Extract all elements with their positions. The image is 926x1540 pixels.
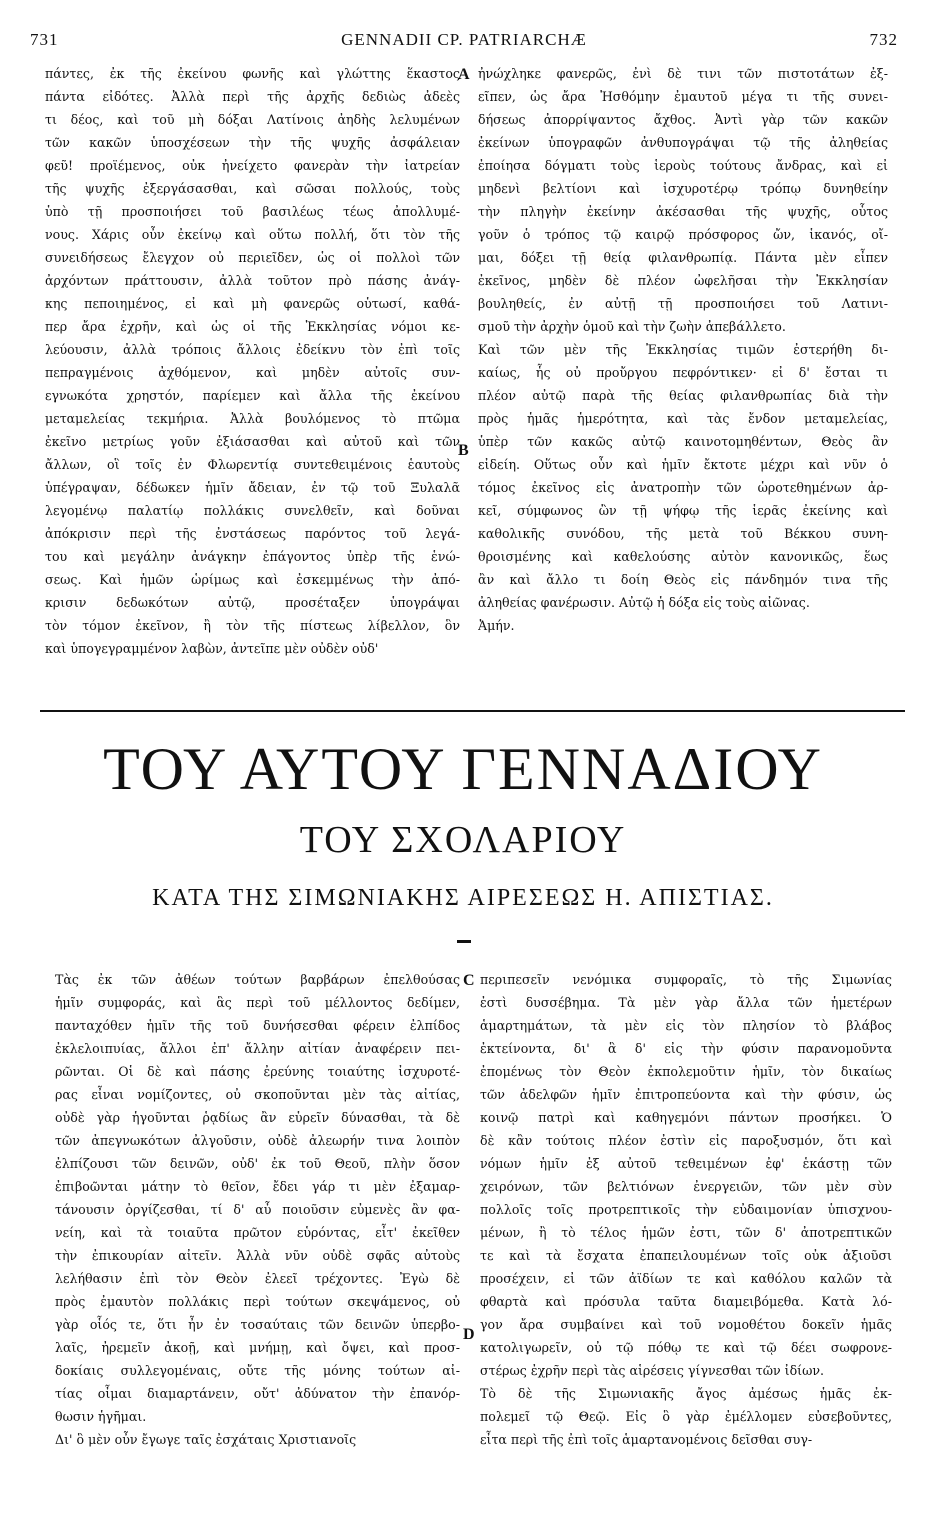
text-line: εἶτα περὶ τῆς ἐπὶ τοῖς ἁμαρτανομένοις δεῖσθαι συγ- xyxy=(480,1432,813,1447)
text-line: λεύουσιν, ἀλλὰ τρόποις ἄλλοις ἐδείκνυ τὸν ἐπὶ τοῖς xyxy=(45,342,460,357)
text-line: ἐκτείνοντα, δι' ἃ δ' εἰς τὴν φύσιν παρανομοῦντα xyxy=(480,1041,892,1056)
text-line: μένων, ἢ τὸ τέλος ἡμῶν ἐστι, τῶν δ' ἀποτρεπτικῶν xyxy=(480,1225,892,1240)
text-line: μαι, δόξει τῇ θείᾳ φιλανθρωπίᾳ. Πάντα μὲν εἶπεν xyxy=(478,250,888,265)
text-line: ἄλλων, οἳ τοῖς ἐν Φλωρεντίᾳ συντεθειμένοις ἑαυτοὺς xyxy=(45,457,460,472)
page-header xyxy=(30,30,898,54)
text-line: Ἀμήν. xyxy=(478,618,515,633)
text-line: εγνωκότα χρηστόν, παρίεμεν καὶ ἄλλα τῆς ἐκείνου xyxy=(45,388,460,403)
text-line: καθολικῆς συνόδου, τῆς μετὰ τοῦ Βέκκου συνη- xyxy=(478,526,888,541)
text-line: τε καὶ τὰ ἔσχατα ἐπαπειλουμένων τοῖς οὐκ ἀξιοῦσι xyxy=(480,1248,892,1263)
text-line: περ ἄρα ἐχρῆν, καὶ ὡς οἱ τῆς Ἐκκλησίας νόμοι κε- xyxy=(45,319,460,334)
text-line: πρὸς ἡμᾶς ἡμερότητα, καὶ τὰς ἔνδον μεταμελείας, xyxy=(478,411,888,426)
text-line: γον ἄρα συμβαίνει καὶ τοῦ νομοθέτου δοκεῖν ἡμᾶς xyxy=(480,1317,892,1332)
text-line: τίας οἶμαι διαμαρτάνειν, οὔτ' ἀδύνατον τὴν ἐπανόρ- xyxy=(55,1386,460,1401)
text-line: κατολιγωρεῖν, οὐ τῷ πόθῳ τε καὶ τῷ δέει σωφρονε- xyxy=(480,1340,892,1355)
section-marker-b: B xyxy=(458,442,469,459)
section-marker-d: D xyxy=(463,1326,475,1343)
text-line: φθαρτὰ καὶ πρόσυλα ταῦτα διαμειβόμεθα. Κατὰ λό- xyxy=(480,1294,892,1309)
section-divider xyxy=(40,710,905,712)
text-line: τῆς ψυχῆς ἐξεργάσασθαι, καὶ σῶσαι πολλούς, τοὺς xyxy=(45,181,460,196)
text-line: συνειδήσεως ἔλεγχον οὐ περιεῖδεν, ὡς οἱ πολλοὶ τῶν xyxy=(45,250,460,265)
text-line: νους. Χάρις οὖν ἐκείνῳ καὶ οὕτω πολλή, ὅτι τὸν τῆς xyxy=(45,227,460,242)
text-line: ἐστὶ δυσσέβημα. Τὰ μὲν γὰρ ἄλλα τῶν ἡμετέρων xyxy=(480,995,892,1010)
text-line: τῶν ἀδελφῶν ἡμῖν ἐπιτροπεύοντα καὶ τὴν φύσιν, ὡς xyxy=(480,1087,892,1102)
text-line: δὲ κἂν τούτοις πλέον ἐστὶν εἰς παροξυσμόν, ὅτι καὶ xyxy=(480,1133,892,1148)
text-line: φεῦ! προϊέμενος, οὐκ ἠνείχετο φανερὰν τὴν ἰατρείαν xyxy=(45,158,460,173)
text-line: πλέον αὐτῷ παρὰ τῆς θείας φιλανθρωπίας διὰ τὴν xyxy=(478,388,888,403)
text-line: καὶ ὑπογεγραμμένον λαβὼν, ἀντεῖπε μὲν οὐδὲν οὐδ' xyxy=(45,641,379,656)
text-line: τι δέος, καὶ τοῦ μὴ δόξαι Λατίνοις ἀηδὴς λελυμένων xyxy=(45,112,460,127)
text-line: κοινῷ πατρὶ καὶ καθηγεμόνι πάντων προσήκει. Ὁ xyxy=(480,1110,892,1125)
text-line: περιπεσεῖν νενόμικα συμφοραῖς, τὸ τῆς Σιμωνίας xyxy=(480,972,892,987)
text-line: τὴν πληγὴν ἐκείνην ἀκέσασθαι τῆς ψυχῆς, οὗτος xyxy=(478,204,888,219)
text-line: μηδενὶ βελτίονι καὶ ἰσχυροτέρῳ τρόπῳ δυνηθείην xyxy=(478,181,888,196)
text-line: ἀληθείας φανέρωσιν. Αὐτῷ ἡ δόξα εἰς τοὺς αἰῶνας. xyxy=(478,595,810,610)
text-line: ἐκεῖνο μετρίως γοῦν ἐξιάσασθαι καὶ αὐτοῦ καὶ τῶν xyxy=(45,434,460,449)
text-line: πολεμεῖ τῷ Θεῷ. Εἰς ὃ γὰρ ἐμέλλομεν εὐσεβοῦντες, xyxy=(480,1409,892,1424)
text-line: του καὶ μεγάλην ἀνάγκην ἐπάγοντος ὑπὲρ τῆς ἑνώ- xyxy=(45,549,460,564)
text-line: ἠνώχληκε φανερῶς, ἐνὶ δὲ τινι τῶν πιστοτάτων ἐξ- xyxy=(478,66,888,81)
text-line: τάνουσιν ὀργίζεσθαι, τί δ' αὖ ποιοῦσιν εὐμενὲς ἂν φα- xyxy=(55,1202,460,1217)
page-number-left: 731 xyxy=(30,30,59,49)
text-line: γοῦν ὁ τρόπος τῷ καιρῷ πρόσφορος ὤν, ἱκανός, οἴ- xyxy=(478,227,888,242)
text-line: λαῖς, ἠρεμεῖν ἀκοῇ, καὶ μνήμῃ, καὶ ὄψει, καὶ προσ- xyxy=(55,1340,460,1355)
text-line: πολλοῖς τοῖς προτρεπτικοῖς τὴν εὐδαιμονίαν ὑπισχνου- xyxy=(480,1202,892,1217)
text-line: δοκίαις συλλεγομέναις, οὔτε τῆς μόνης τούτων αἰ- xyxy=(55,1363,460,1378)
text-line: τῶν ἀπεγνωκότων ἀλγοῦσιν, οὐδὲ ἀλεωρήν τινα λοιπὸν xyxy=(55,1133,460,1148)
text-line: στέρως ἐχρῆν περὶ τὰς αἱρέσεις γίγνεσθαι τῶν ἰδίων. xyxy=(480,1363,825,1378)
text-line: ἐπομένως τὸν Θεὸν ἐκπολεμοῦτιν ἡμῖν, τὸν δικαίως xyxy=(480,1064,892,1079)
text-line: ἁμαρτημάτων, τὰ μὲν εἰς τὸν πλησίον τὸ βλάβος xyxy=(480,1018,892,1033)
top-left-column xyxy=(45,62,460,660)
text-line: ἂν καὶ ἄλλο τι δοίη Θεὸς εἰς πάνδημόν τινα τῆς xyxy=(478,572,888,587)
text-line: ἐλπίζουσι τῶν δεινῶν, οὐδ' ἐκ τοῦ Θεοῦ, πλὴν ὅσον xyxy=(55,1156,460,1171)
text-line: πεπραγμένοις ἀχθόμενον, καὶ μηδὲν αὐτοῖς συν- xyxy=(45,365,460,380)
text-line: ὑπὸ τῇ προσποιήσει τοῦ βασιλέως τέως ἀπολλυμέ- xyxy=(45,204,460,219)
subtitle: ΤΟΥ ΣΧΟΛΑΡΙΟΥ xyxy=(299,819,627,861)
text-line: θροισμένης καὶ καθελούσης αὐτὸν κανονικῶς, ἕως xyxy=(478,549,888,564)
page-number-right: 732 xyxy=(869,30,898,49)
text-line: νείη, καὶ τὰ τοιαῦτα πρῶτον εὑρόντας, εἶτ' ἐκεῖθεν xyxy=(55,1225,460,1240)
text-line: ὑπέγραψαν, δέδωκεν ἡμῖν ἄδειαν, ἐν τῷ τοῦ Ξυλαλᾶ xyxy=(45,480,460,495)
text-line: πανταχόθεν ἡμῖν τῆς τοῦ δυνήσεσθαι φέρειν ἐλπίδος xyxy=(55,1018,460,1033)
text-line: κρισιν δεδωκότων αὐτῷ, προσέταξεν ὑπογράψαι xyxy=(45,595,460,610)
text-line: ἀπόκρισιν περὶ τῆς ἐνστάσεως παρόντος τοῦ λεγά- xyxy=(45,526,460,541)
text-line: Δι' ὃ μὲν οὖν ἔγωγε ταῖς ἐσχάταις Χριστιανοῖς xyxy=(55,1432,357,1447)
text-line: πρὸς ἐμαυτὸν πολλάκις περὶ τούτων σκεψάμενος, οὐ xyxy=(55,1294,460,1309)
top-right-column xyxy=(478,62,888,637)
section-marker-c: C xyxy=(463,972,475,989)
text-line: πάντα εἰδότες. Ἀλλὰ περὶ τῆς ἀρχῆς δεδιὼς ἀδεὲς xyxy=(45,89,460,104)
text-line: λεγομένῳ παλατίῳ πολλάκις συνελθεῖν, καὶ δοῦναι xyxy=(45,503,460,518)
text-line: ὑπὲρ τῶν κακῶς αὐτῷ καινοτομηθέντων, Θεὸς ἂν xyxy=(478,434,888,449)
text-line: δήσεως ἀπορρίψαντος ἄχθος. Ἀντὶ γὰρ τῶν κακῶν xyxy=(478,112,888,127)
text-line: ἐποίησα δόγματι τοὺς ἱεροὺς τούτους ἄνδρας, καὶ εἰ xyxy=(478,158,888,173)
text-line: τῶν κακῶν ὑποσχέσεων τὴν τῆς ψυχῆς ἀσφάλειαν xyxy=(45,135,460,150)
bottom-left-column xyxy=(55,968,460,1451)
section-marker-a: A xyxy=(458,66,470,83)
text-line: ἐπιβοῶνται μάτην τὸ θεῖον, ἔδει γάρ τι μὲν ἐξαμαρ- xyxy=(55,1179,460,1194)
text-line: σμοῦ τὴν ἀρχὴν ὁμοῦ καὶ τὴν ζωὴν ἀπεβάλλετο. xyxy=(478,319,786,334)
text-line: ρας εἶναι νομίζοντες, οὐ σκοποῦνται μὲν τὰς αἰτίας, xyxy=(55,1087,460,1102)
text-line: θωσιν ἡγῆμαι. xyxy=(55,1409,147,1424)
text-line: προσέχειν, εἰ τῶν ἀϊδίων τε καὶ καθόλου καλῶν τὰ xyxy=(480,1271,892,1286)
text-line: Καὶ τῶν μὲν τῆς Ἐκκλησίας τιμῶν ἐστερήθη δι- xyxy=(478,342,888,357)
text-line: νόμων ἡμῖν ἐξ αὐτοῦ τεθειμένων ἐφ' ἑκάστῃ τῶν xyxy=(480,1156,892,1171)
text-line: εῖπεν, ὡς ἄρα Ἠσθόμην ἐμαυτοῦ μέγα τι τῆς συνει- xyxy=(478,89,888,104)
text-line: κεῖ, σύμφωνος ὢν τῇ ψήφῳ τῆς ἱερᾶς ἐκείνης καὶ xyxy=(478,503,888,518)
text-line: ἀρχόντων πράττουσιν, ἀλλὰ τοῦτον πρὸ πάσης ἀνάγ- xyxy=(45,273,460,288)
text-line: πάντες, ἐκ τῆς ἐκείνου φωνῆς καὶ γλώττης ἕκαστος xyxy=(45,66,460,81)
treatise-title: ΚΑΤΑ ΤΗΣ ΣΙΜΩΝΙΑΚΗΣ ΑΙΡΕΣΕΩΣ Η. ΑΠΙΣΤΙΑΣ. xyxy=(152,885,774,911)
text-line: τὴν ἐπικουρίαν αἰτεῖν. Ἀλλὰ νῦν οὐδὲ σφᾶς αὐτοὺς xyxy=(55,1248,460,1263)
title-dash xyxy=(457,940,471,943)
text-line: λελήθασιν ἐπὶ τὸν Θεὸν ἐλεεῖ τρέχοντες. Ἐγὼ δὲ xyxy=(55,1271,460,1286)
text-line: Τὰς ἐκ τῶν ἀθέων τούτων βαρβάρων ἐπελθούσας xyxy=(55,972,460,987)
text-line: εἰδείη. Οὕτως οὖν καὶ ἡμῖν ἔκτοτε μέχρι καὶ νῦν ὁ xyxy=(478,457,888,472)
text-line: γὰρ οἷός τε, ὅτι ἦν ἐν τοσαύταις τῶν δεινῶν ὑπερβο- xyxy=(55,1317,460,1332)
text-line: μεταμελείας τεκμήρια. Ἀλλὰ βουλόμενος τὸ πτῶμα xyxy=(45,411,460,426)
text-line: σεως. Καὶ ἡμῶν ὡρίμως καὶ ἐσκεμμένως τὴν ἀπό- xyxy=(45,572,460,587)
text-line: καίως, ἧς οὐ προὔργου πεφρόντικεν· εἰ δ' ἔσται τι xyxy=(478,365,888,380)
text-line: ἐκεῖνος, μηδὲν δὲ πλέον ὠφελῆσαι τὴν Ἐκκλησίαν xyxy=(478,273,888,288)
running-title: GENNADII CP. PATRIARCHÆ xyxy=(341,30,587,49)
text-line: τόμος ἐκεῖνος εἰς ἀνατροπὴν τῶν ὡροτεθημένων ἀρ- xyxy=(478,480,888,495)
text-line: οὐδὲ γὰρ ἡγοῦνται ῥᾳδίως ἂν εὑρεῖν δύνασθαι, τὰ δὲ xyxy=(55,1110,460,1125)
main-title: ΤΟΥ ΑΥΤΟΥ ΓΕΝΝΑΔΙΟΥ xyxy=(103,736,823,802)
bottom-right-column xyxy=(480,968,892,1451)
text-line: ἡμῖν συμφοράς, καὶ ἃς περὶ τοῦ μέλλοντος δεδίμεν, xyxy=(55,995,460,1010)
text-line: βουληθείς, ἐν αὐτῇ τῇ προσποιήσει τοῦ Λατινι- xyxy=(478,296,888,311)
text-line: ἐκλελοιπυίας, ἄλλοι ἐπ' ἄλλην αἰτίαν ἀναφέρειν πει- xyxy=(55,1041,460,1056)
text-line: χειρόνων, τῶν βελτιόνων ἐνεργειῶν, τῶν μὲν σὺν xyxy=(480,1179,892,1194)
text-line: ἐκείνων ὑπογραφῶν ἀνθυπογράψαι τῷ τῆς ἀληθείας xyxy=(478,135,888,150)
text-line: κης πεποιημένος, εἰ καὶ μὴ φανερῶς οὑτωσί, καθά- xyxy=(45,296,460,311)
text-line: ρῶνται. Οἱ δὲ καὶ πάσης ἐρεύνης τοιαύτης ἰσχυροτέ- xyxy=(55,1064,460,1079)
text-line: Τὸ δὲ τῆς Σιμωνιακῆς ἄγος ἀμέσως ἡμᾶς ἐκ- xyxy=(480,1386,892,1401)
text-line: τὸν τόμον ἐκεῖνον, ἢ τὸν τῆς πίστεως λίβελλον, ὃν xyxy=(45,618,460,633)
